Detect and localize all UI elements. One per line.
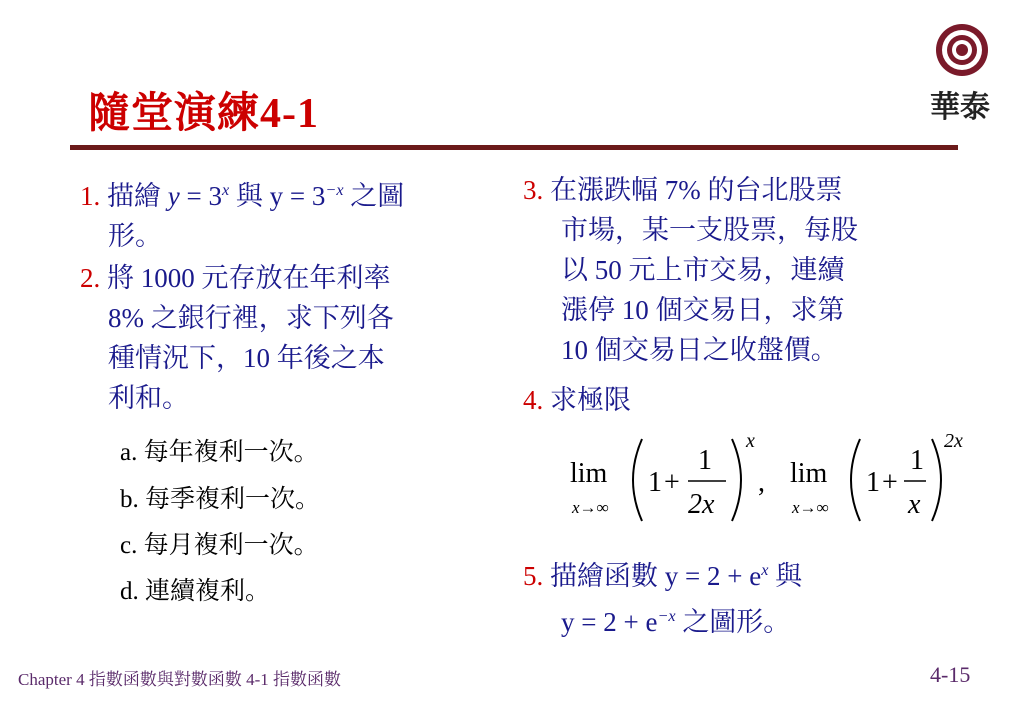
svg-text:+: + [664,467,680,498]
lim-label-2: lim [790,458,828,489]
title-divider [70,145,958,150]
svg-text:x: x [908,489,921,520]
exercise-number: 1. [80,181,101,211]
exercise-5: 5. 描繪函數 $y = 2 + e^x$ 與 $y = 2 + e^{-x}$ 之圖形。 [523,561,803,637]
svg-text:,: , [758,467,765,498]
svg-text:2x: 2x [944,430,963,452]
page-number: 4-15 [930,662,971,687]
logo-rings-icon [924,20,996,80]
exercise-number: 4. [523,385,544,415]
exercise-4: 4. 求極限 [523,385,631,415]
exercise-number: 2. [80,263,101,293]
sub-item-b: b. 每季複利一次。 [120,486,321,513]
exercise-3: 3. 在漲跌幅 7% 的台北股票 市場，某一支股票，每股 以 50 元上市交易，連續 漲停 10 個交易日，求第 10 個交易日之收盤價。 [523,175,858,365]
exercise-2: 2. 將 1000 元存放在年利率 8% 之銀行裡，求下列各 種情況下，10 年後之本 利和。 [80,263,394,413]
svg-text:2x: 2x [688,489,715,520]
logo-text: 華泰 [930,91,990,124]
exercise-number: 3. [523,175,544,205]
svg-text:1: 1 [698,445,712,476]
sub-item-c: c. 每月複利一次。 [120,532,319,559]
lim-label: lim [570,458,608,489]
svg-text:1: 1 [910,445,924,476]
footer-chapter: Chapter 4 指數函數與對數函數 4-1 指數函數 [18,670,341,689]
lim-subscript: x→∞ [572,498,609,517]
svg-text:+: + [882,467,898,498]
sub-item-a: a. 每年複利一次。 [120,439,319,466]
limit-formula [560,425,980,535]
sub-item-d: d. 連續複利。 [120,578,271,605]
exercise-number: 5. [523,561,544,591]
lim-subscript-2: x→∞ [792,498,829,517]
page-title: 隨堂演練4-1 [88,91,319,137]
logo [924,20,996,124]
svg-text:1: 1 [866,467,880,498]
svg-text:1: 1 [648,467,662,498]
svg-text:x: x [746,430,755,452]
exercise-1: 1. 描繪 $y = 3^x$ 與 $y = 3^{-x}$ 之圖 形。 [80,181,405,251]
